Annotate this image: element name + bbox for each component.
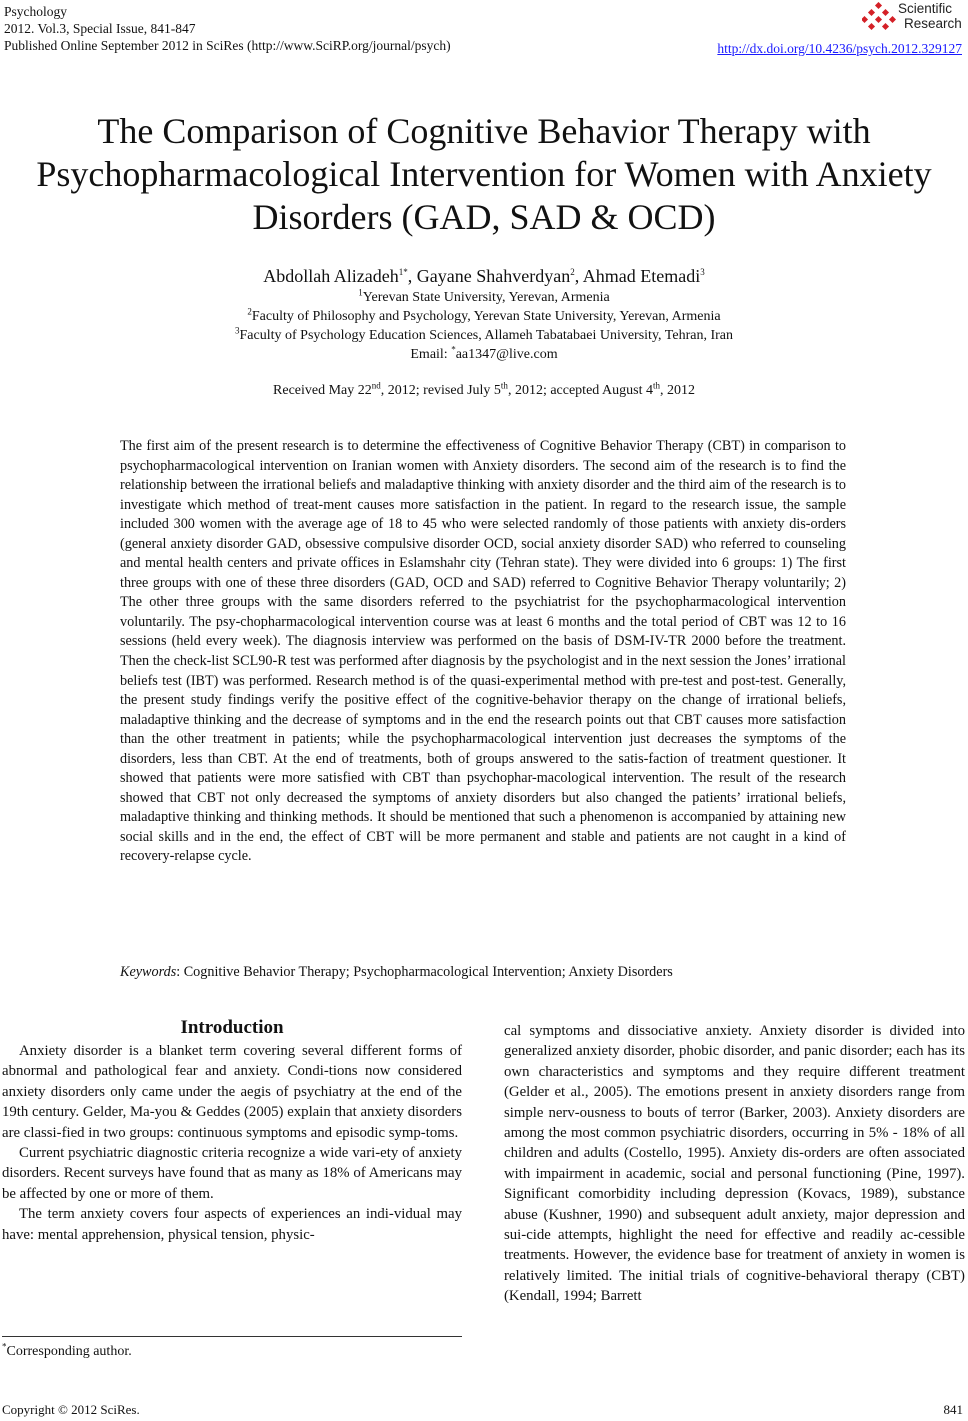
- doi-line: [717, 40, 962, 57]
- affiliation-text: Yerevan State University, Yerevan, Armenia: [362, 290, 610, 305]
- right-column: [504, 1021, 965, 1307]
- paragraph: cal symptoms and dissociative anxiety. Anxiety disorder is divided into generalized anxiety disorder, phobic disorder, and panic disorder; each has its own characteristics and symptoms and they require different treatment (Gelder et al., 2005). The emotions present in anxiety disorders range from simple nerv-ousness to bouts of terror (Barker, 2003). Anxiety disorders are among the most common psychiatric disorders, occurring in 5% - 18% of all children and adults (Costello, 1995). Anxiety dis-orders are often associated with impairment in academic, social and personal functioning (Pine, 1997). Significant comorbidity including depression (Kovacs, 1989), substance abuse (Kushner, 1990) and subsequent adult anxiety, major depression and sui-cide attempts, highlight the need for effective and readily ac-cessible treatments. However, the evidence base for treatment of anxiety in women is relatively limited. The initial trials of cognitive-behavioral therapy (CBT) (Kendall, 1994; Barrett: [504, 1023, 965, 1305]
- title-line-2: Psychopharmacological Intervention for Women with Anxiety: [36, 154, 932, 194]
- logo-wordmark: [898, 1, 962, 31]
- received-dates: [0, 382, 968, 400]
- affiliation-mark: 2: [247, 306, 252, 317]
- affiliation: [0, 307, 968, 326]
- journal-header: [4, 3, 451, 54]
- doi-link[interactable]: http://dx.doi.org/10.4236/psych.2012.329127: [717, 41, 962, 56]
- copyright: Copyright © 2012 SciRes.: [2, 1402, 140, 1417]
- author-list: Abdollah Alizadeh$^{1*}$, Gayane Shahverdyan$^2$, Ahmad Etemadi$^3$: [263, 266, 705, 286]
- logo-line-2: Research: [904, 16, 962, 31]
- affiliation: [0, 326, 968, 345]
- author-affiliation-mark: 3: [700, 267, 705, 277]
- author-affiliation-mark: 1*: [398, 267, 408, 277]
- journal-name: Psychology: [4, 4, 68, 19]
- email-label: Email:: [410, 347, 452, 362]
- paragraph: Current psychiatric diagnostic criteria recognize a wide vari-ety of anxiety disorders. Recent surveys have found that as many as 18% of Americans may be affected by one or more of them.: [2, 1145, 462, 1202]
- keywords-text: : Cognitive Behavior Therapy; Psychopharmacological Intervention; Anxiety Disorders: [176, 964, 673, 980]
- title-line-3: Disorders (GAD, SAD & OCD): [252, 197, 716, 237]
- ordinal-suffix: nd: [371, 380, 381, 391]
- logo-icon: [862, 2, 896, 32]
- email-mark: *: [451, 344, 456, 355]
- footnote-mark: *: [2, 1341, 7, 1352]
- author-name: Ahmad Etemadi: [582, 266, 701, 286]
- accepted-text: , 2012; accepted August 4: [507, 383, 653, 398]
- footnote-divider: [2, 1336, 462, 1337]
- scientific-research-logo: [862, 0, 962, 36]
- section-heading: Introduction: [180, 1017, 284, 1038]
- article-title: [0, 110, 968, 239]
- email-address[interactable]: aa1347@live.com: [455, 347, 558, 362]
- logo-line-1: Scientific: [898, 1, 953, 16]
- footnote: [2, 1343, 132, 1361]
- affiliation: [0, 288, 968, 307]
- abstract: The first aim of the present research is to determine the effectiveness of Cognitive Behavior Therapy (CBT) in comparison to psychopharmacological intervention on Iranian women with Anxiety disorders. The second aim of the research is to find the relationship between the irrational beliefs and maladaptive thinking with anxiety disorder and the third aim of the research is to investigate which method of treat-ment causes more satisfaction in the patient. In regard to the research issue, the sample included 300 women with the average age of 18 to 45 who were selected randomly of those patients with anxiety dis-orders (general anxiety disorder GAD, obsessive compulsive disorder OCD, social anxiety disorder SAD) who referred to counseling and mental health centers and private offices in Eslamshahr city (Tehran state). They were divided into 6 groups: 1) The first three groups with one of these three disorders (GAD, OCD and SAD) referred to Cognitive Behavior Therapy voluntarily; 2) The other three groups with the same disorders referred to the psychiatrist for the psychopharmacological intervention voluntarily. The psy-chopharmacological intervention course was at least 6 months and the total period of CBT was 12 to 16 sessions (held every week). The diagnosis interview was performed on the basis of DSM-IV-TR 2000 before the treatment. Then the check-list SCL90-R test was performed after diagnosis by the psychologist and in the next session the Jones’ irrational beliefs test (IBT) was performed. Research method is of the quasi-experimental method with pre-test and post-test. Generally, the present study findings verify the positive effect of the cognitive-behavior therapy on the change of irrational beliefs, maladaptive thinking and the decrease of symptoms and in the end the research points out that CBT causes more satisfaction than the other treatment in patients; while the psychopharmacological intervention just decreases the symptoms of the disorders, less than CBT. At the end of treatments, both of groups answered to the satis-faction of treatment questioner. It showed that patients were more satisfied with CBT than psychophar-macological intervention. The result of the research showed that CBT not only decreased the symptoms of anxiety disorders but also changed the patients’ irrational beliefs, maladaptive thinking and thinking methods. It should be mentioned that such a phenomenon is accompanied by attaining new social skills and in the end, the effect of CBT will be more permanent and stable and patients are not caught in a kind of recovery-relapse cycle.: [120, 438, 846, 865]
- affiliation-mark: 3: [235, 325, 240, 336]
- keywords-label: Keywords: [120, 964, 177, 980]
- page-number: 841: [943, 1402, 963, 1417]
- left-column: [2, 1041, 462, 1245]
- received-text: Received May 22: [273, 383, 372, 398]
- paragraph: The term anxiety covers four aspects of experiences an indi-vidual may have: mental apprehension, physical tension, physic-: [2, 1206, 462, 1243]
- author-affiliation-mark: 2: [570, 267, 575, 277]
- ordinal-suffix: th: [652, 380, 660, 391]
- paragraph: Anxiety disorder is a blanket term covering several different forms of abnormal and pathological fear and anxiety. Condi-tions now considered anxiety disorders only came under the aegis of psychiatry at the end of the 19th century. Gelder, Ma-you & Geddes (2005) explain that anxiety disorders are classi-fied in two groups: continuous symptoms and episodic symp-toms.: [2, 1043, 462, 1141]
- affiliation-text: Faculty of Philosophy and Psychology, Yerevan State University, Yerevan, Armenia: [251, 309, 721, 324]
- year-text: , 2012: [659, 383, 695, 398]
- affiliation-text: Faculty of Psychology Education Sciences, Allameh Tabatabaei University, Tehran, Iran: [239, 328, 733, 343]
- published-line: Published Online September 2012 in SciRes (http://www.SciRP.org/journal/psych): [4, 38, 451, 53]
- volume-line: 2012. Vol.3, Special Issue, 841-847: [4, 21, 196, 36]
- ordinal-suffix: th: [500, 380, 508, 391]
- footnote-text: Corresponding author.: [6, 1344, 132, 1359]
- revised-text: , 2012; revised July 5: [380, 383, 501, 398]
- email-line: [0, 345, 968, 364]
- title-line-1: The Comparison of Cognitive Behavior Therapy with: [97, 111, 871, 151]
- keywords: [120, 963, 846, 982]
- author-name: Gayane Shahverdyan: [416, 266, 571, 286]
- author-name: Abdollah Alizadeh: [263, 266, 399, 286]
- affiliation-mark: 1: [358, 287, 363, 298]
